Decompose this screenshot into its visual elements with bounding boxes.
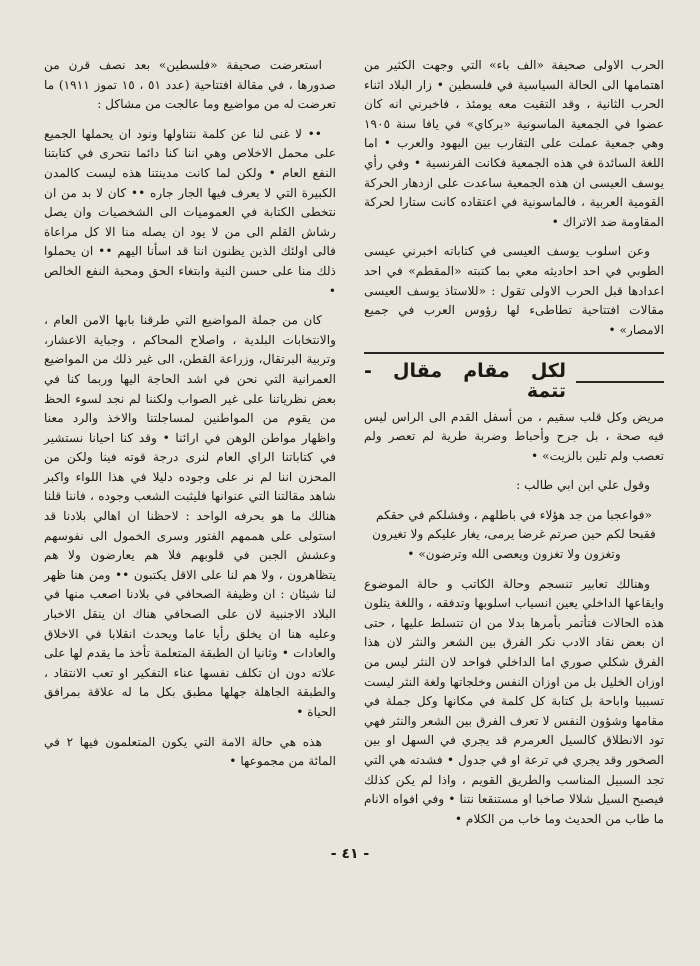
section-divider [364, 352, 664, 354]
paragraph: هذه هي حالة الامة التي يكون المتعلمون فيها ٢ في المائة من مجموعها • [44, 734, 336, 769]
left-column [44, 56, 336, 782]
paragraph: وهنالك تعابير تنسجم وحالة الكاتب و حالة الموضوع وايقاعها الداخلي يعين انسياب اسلوبها وتدفقه ، واللغة يتلون هذه الحالات فتأتمر بأمرها بدلا من ان تتسلط عليها ، حتى ان بعض نقاد الادب نكر الفرق بين الشعر والنثر لان هذا الفرق شكلي صوري اما الداخلي فواحد لان النثر ليس من اوزان الخليل بل من اوزان النفس وخلجاتها ولغة النثر ليست تسبيبا واباحة بل كتابة كل كلمة في مكانها وكل جملة في مقامها وشؤون النفس لا تعرف الفرق بين الشعر والنثر فهي تود الانطلاق كالسيل العرمرم قد يجري في السهل او بين الصخور وقد يجري في ترعة او في جدول • فشدته هي التي تجد السبيل المناسب والطريق القويم ، واذا لم يكن كذلك فيصبح السيل شلالا صاخبا او مستنقعا نتنا • وفي افواه الانام ما طاب من الحديث وما خاب من الكلام • [364, 576, 664, 826]
page-number: - ٤١ - [330, 846, 370, 862]
headline-rule [576, 381, 664, 383]
article-headline [364, 362, 664, 401]
paragraph: مريض وكل قلب سقيم ، من أسفل القدم الى الراس ليس فيه صحة ، بل جرح وأحباط وضربة طرية لم تعصر ولم تعصب ولم تلين بالزيت» • [364, 409, 664, 463]
paragraph: استعرضت صحيفة «فلسطين» بعد نصف قرن من صدورها ، في مقالة افتتاحية (عدد ٥١ ، ١٥ تموز ١٩١١) ما تعرضت له من مواضيع وما عالجت من مشاكل : [44, 58, 337, 112]
paragraph: الحرب الاولى صحيفة «الف باء» التي وجهت الكثير من اهتمامها الى الحالة السياسية في فلسطين • زار البلاد اثناء الحرب الثانية ، وقد التقيت معه يومئذ ، فاخبرني انه كان عضوا في الجمعية الماسونية «بركاي» في يافا سنة ١٩٠٥ وهي جمعية عملت على التقارب بين اليهود والعرب • اما اللغة السائدة في هذه الجمعية فكانت الفرنسية • وفي رأي يوسف العيسى ان هذه الجمعية ساعدت على ازدهار الحركة القومية العربية ، فالماسونية في اعتقاده كانت ستارا لحركة المقاومة ضد الاتراك • [364, 58, 664, 229]
paragraph: كان من جملة المواضيع التي طرقنا بابها الامن العام ، والانتخابات البلدية ، واصلاح المحاكم ، وجباية الاعشار، وتربية البرتقال، وزراعة القطن، الى غير ذلك من المواضيع العمرانية التي نحن في اشد الحاجة اليها وربما كنا في بعض نظرياتنا على غير الصواب ولكننا لم نجد لسوء الحظ من يقوم من المواطنين لمساجلتنا والاخذ والرد معنا واظهار مواطن الوهن في ارائنا • وقد كنا احيانا نستشير في كتاباتنا الراي العام لنرى درجة قوته فينا ولكن من المحزن اننا لم نر على وجوده دليلا في هذا اللواء واكبر شاهد مقالتنا التي عنوانها فليثبت الشعب وجوده ، فاننا قلنا هنالك ما هو بحرفه الواحد : لاحظنا ان اهالي بلادنا قد استولى على هممهم الفتور وسرى الخمول الى نفوسهم وعشش الجبن في قلوبهم فلا هم يعارضون ولا هم يتظاهرون ، ولا هم لنا على الاقل يكتبون •• ومن هنا ظهر لنا شيئان : ان وظيفة الصحافي في بلادنا اصعب منها في البلاد الاجنبية لان على الصحافي هناك ان ينقل الاخبار وعليه هنا ان يخلق رأيا عاما ويحدث انقلابا في الاخلاق والعادات • وثانيا ان الطبقة المتعلمة تأخذ ما يقدم لها على علاته دون ان تكلف نفسها عناء التفكير او تعب الانتقاد ، والطبقة الجاهلة جهلها مطبق بكل ما له علاقة بمرافق الحياة • [44, 313, 336, 719]
paragraph: •• لا غنى لنا عن كلمة نتناولها ونود ان يحملها الجميع على محمل الاخلاص وهي اننا كنا دائما نتحرى في كتابتنا النفع العام • ولكن لما كانت مدينتنا هذه ليست كالمدن الكبيرة التي لا يعرف فيها الجار جاره •• كان لا بد من ان نتخطى الكتابة في العموميات الى الشخصيات وان يصل رشاش القلم الى من لا يود ان يصله منا الا كل مراعاة فالى اولئك الذين يظنون اننا قد اسأنا اليهم •• ان يحملوا ذلك منا على حسن النية وابتغاء الحق ومحبة النفع الخالص • [44, 126, 336, 298]
paragraph: وعن اسلوب يوسف العيسى في كتاباته اخبرني عيسى الطوبي في احد احاديثه معي بما كتبته «المقطم» في احد اعدادها قبل الحرب الاولى تقول : «للاستاذ يوسف العيسى مقالات افتتاحية تطاطىء لها رؤوس العرب في جميع الامصار» • [364, 244, 664, 337]
right-column [364, 56, 664, 839]
headline-text: لكل مقام مقال - تتمة [364, 360, 566, 402]
quotation: «فواعجبا من جد هؤلاء في باطلهم ، وفشلكم في حقكم فقبحا لكم حين صرتم غرضا يرمى، يغار عليكم ولا تغيرون وتغزون ولا تغزون ويعصى الله وترضون» • [372, 507, 656, 562]
paragraph: وقول علي ابن ابي طالب : [516, 478, 650, 493]
